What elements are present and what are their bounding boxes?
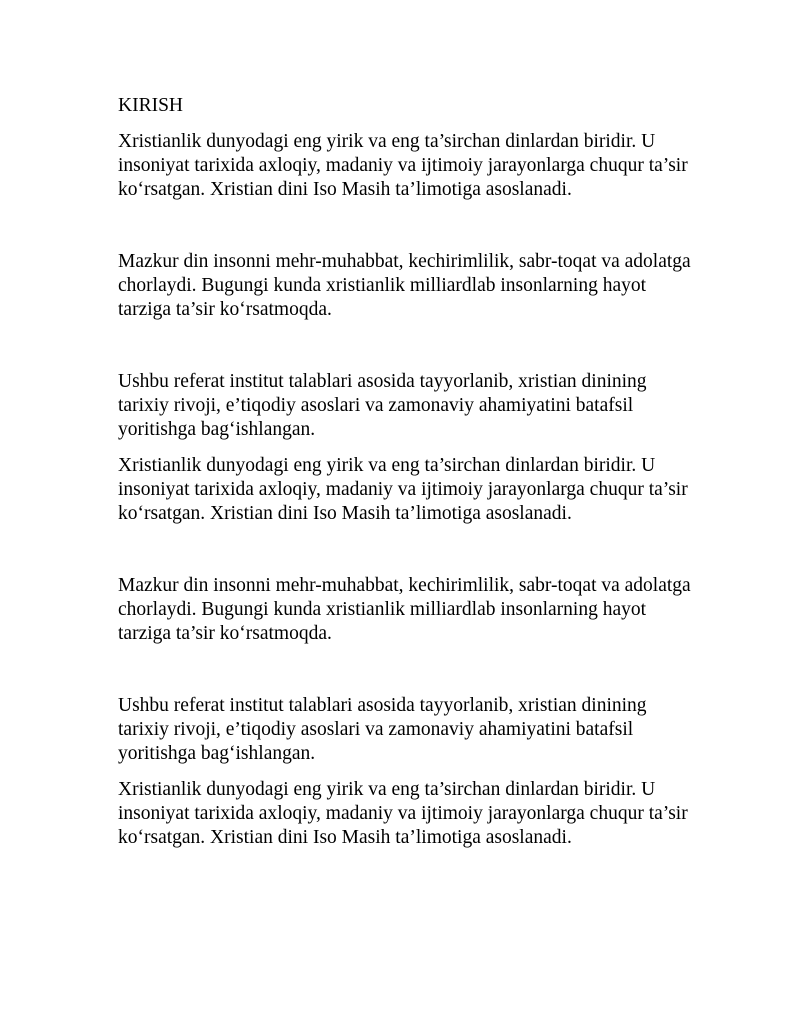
paragraph-4: Xristianlik dunyodagi eng yirik va eng ta’sirchan dinlardan biridir. U insoniyat tarixida axloqiy, madaniy va ijtimoiy jarayonlarga chuqur ta’sir ko‘rsatgan. Xristian dini Iso Masih ta’limotiga asoslanadi. <box>118 455 688 524</box>
paragraph-6: Ushbu referat institut talablari asosida tayyorlanib, xristian dinining tarixiy rivoji, e’tiqodiy asoslari va zamonaviy ahamiyatini batafsil yoritishga bag‘ishlangan. <box>118 695 647 764</box>
paragraph-gap <box>118 322 698 370</box>
paragraph-3: Ushbu referat institut talablari asosida tayyorlanib, xristian dinining tarixiy rivoji, e’tiqodiy asoslari va zamonaviy ahamiyatini batafsil yoritishga bag‘ishlangan. <box>118 371 647 440</box>
paragraph-gap <box>118 442 698 454</box>
paragraph-gap <box>118 526 698 574</box>
paragraph-7: Xristianlik dunyodagi eng yirik va eng ta’sirchan dinlardan biridir. U insoniyat tarixida axloqiy, madaniy va ijtimoiy jarayonlarga chuqur ta’sir ko‘rsatgan. Xristian dini Iso Masih ta’limotiga asoslanadi. <box>118 779 688 848</box>
document-heading: KIRISH <box>118 95 184 116</box>
document-page <box>118 94 698 850</box>
paragraph-gap <box>118 646 698 694</box>
paragraph-1: Xristianlik dunyodagi eng yirik va eng ta’sirchan dinlardan biridir. U insoniyat tarixida axloqiy, madaniy va ijtimoiy jarayonlarga chuqur ta’sir ko‘rsatgan. Xristian dini Iso Masih ta’limotiga asoslanadi. <box>118 131 688 200</box>
paragraph-gap <box>118 202 698 250</box>
paragraph-2: Mazkur din insonni mehr-muhabbat, kechirimlilik, sabr-toqat va adolatga chorlaydi. Bugungi kunda xristianlik milliardlab insonlarning hayot tarziga ta’sir ko‘rsatmoqda. <box>118 251 691 320</box>
paragraph-5: Mazkur din insonni mehr-muhabbat, kechirimlilik, sabr-toqat va adolatga chorlaydi. Bugungi kunda xristianlik milliardlab insonlarning hayot tarziga ta’sir ko‘rsatmoqda. <box>118 575 691 644</box>
paragraph-gap <box>118 766 698 778</box>
